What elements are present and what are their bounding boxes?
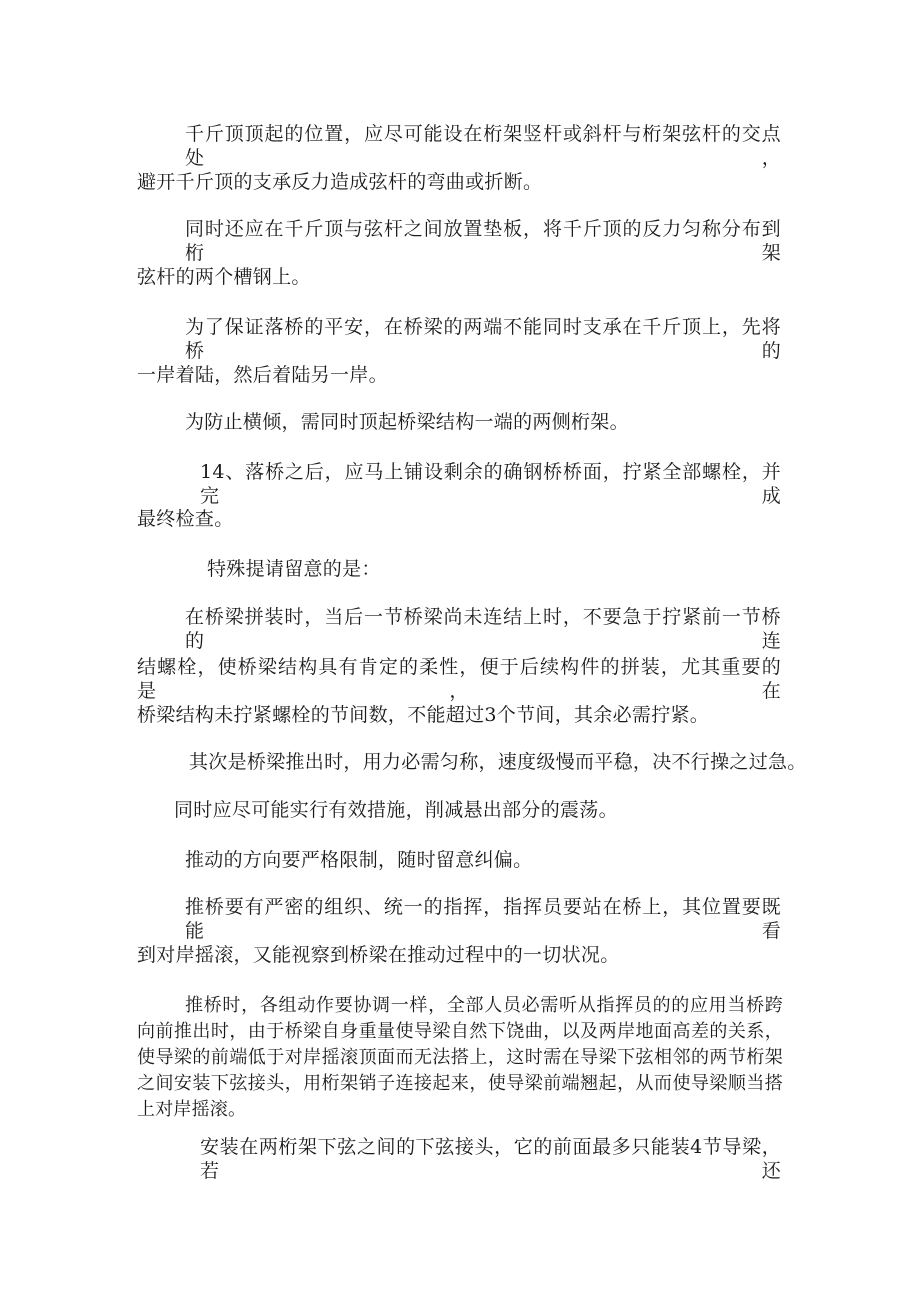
text-line: 千斤顶顶起的位置，应尽可能设在桁架竖杆或斜杆与桁架弦杆的交点处， (185, 123, 781, 169)
text-line: 避开千斤顶的支承反力造成弦杆的弯曲或折断。 (137, 171, 543, 193)
text-line: 弦杆的两个槽钢上。 (137, 266, 311, 288)
text-line: 桥梁结构未拧紧螺栓的节间数，不能超过3个节间，其余必需拧紧。 (137, 704, 710, 726)
dense-paragraph: 推桥时，各组动作要协调一样，全部人员必需听从指挥员的的应用当桥跨向前推出时，由于桥梁自身重量使导梁自然下饶曲，以及两岸地面高差的关系，使导梁的前端低于对岸摇滚顶面而无法搭上，这时需在导梁下弦相邻的两节桁架之间安装下弦接头，用桁架销子连接起来，使导梁前端翘起，从而使导梁顺当搭上对岸摇滚。 (137, 995, 783, 1120)
text-line: 为防止横倾，需同时顶起桥梁结构一端的两侧桁架。 (185, 411, 629, 433)
text-line: 同时应尽可能实行有效措施，削减悬出部分的震荡。 (174, 799, 618, 821)
text-line: 推桥要有严密的组织、统一的指挥，指挥员要站在桥上，其位置要既能看 (185, 896, 781, 942)
text-line: 一岸着陆，然后着陆另一岸。 (137, 364, 388, 386)
text-line: 其次是桥梁推出时，用力必需匀称，速度级慢而平稳，决不行操之过急。 (189, 751, 807, 773)
text-line: 结螺栓，使桥梁结构具有肯定的柔性，便于后续构件的拼装，尤其重要的是，在 (137, 656, 781, 702)
text-line: 安装在两桁架下弦之间的下弦接头，它的前面最多只能装4节导梁，若还 (200, 1136, 781, 1182)
text-line: 为了保证落桥的平安，在桥梁的两端不能同时支承在千斤顶上，先将桥的 (185, 316, 781, 362)
text-line: 14、落桥之后，应马上铺设剩余的确钢桥桥面，拧紧全部螺栓，并完成 (200, 461, 781, 507)
text-line: 到对岸摇滚，又能视察到桥梁在推动过程中的一切状况。 (137, 944, 620, 966)
text-line: 推动的方向要严格限制，随时留意纠偏。 (185, 849, 533, 871)
text-line: 在桥梁拼装时，当后一节桥梁尚未连结上时，不要急于拧紧前一节桥的连 (185, 606, 781, 652)
text-line: 最终检查。 (137, 508, 234, 530)
text-line: 同时还应在千斤顶与弦杆之间放置垫板，将千斤顶的反力匀称分布到桁架 (185, 218, 781, 264)
section-heading: 特殊提请留意的是： (207, 558, 381, 580)
